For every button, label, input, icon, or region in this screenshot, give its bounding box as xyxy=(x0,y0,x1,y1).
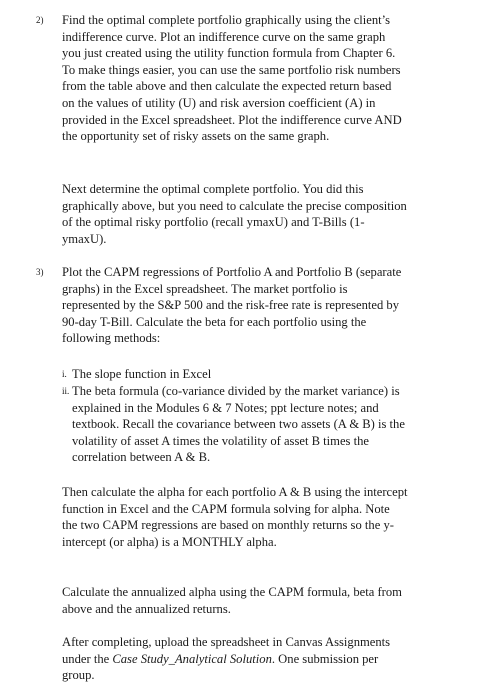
q2-text: Find the optimal complete portfolio graphically using the client’s indifference curve. Plot an indifference curve on the same graph you just created using the utility function formula from Chapter 6. To make things easier, you can use the same portfolio risk numbers from the table above and then calculate the expected return based on the values of utility (U) and risk aversion coefficient (A) in provided in the Excel spreadsheet. Plot the indifference curve AND the opportunity set of risky assets on the same graph. xyxy=(62,13,402,144)
q3-number: 3) xyxy=(36,267,44,277)
submission-text-end: . One submission per group. xyxy=(62,651,379,683)
submission-text: After completing, upload the spreadsheet in Canvas Assignments under the xyxy=(62,635,391,666)
method-1-number: i. xyxy=(62,369,67,379)
submission-paragraph xyxy=(62,634,408,684)
alpha-paragraph: Then calculate the alpha for each portfolio A & B using the intercept function in Excel and the CAPM formula solving for alpha. Note the two CAPM regressions are based on monthly returns so the y-intercept (or alpha) is a MONTHLY alpha. xyxy=(62,485,408,549)
method-2-number: ii. xyxy=(62,386,70,396)
method-1-text: The slope function in Excel xyxy=(72,367,212,381)
q2-followup: Next determine the optimal complete portfolio. You did this graphically above, but you need to calculate the precise composition of the optimal risky portfolio (recall ymaxU) and T-Bills (1-ymaxU). xyxy=(62,182,407,246)
q3-text: Plot the CAPM regressions of Portfolio A and Portfolio B (separate graphs) in the Excel spreadsheet. The market portfolio is represented by the S&P 500 and the risk-free rate is represented by 90-day T-Bill. Calculate the beta for each portfolio using the following methods: xyxy=(62,265,402,346)
annualized-alpha-paragraph: Calculate the annualized alpha using the CAPM formula, beta from above and the annualized returns. xyxy=(62,585,402,616)
method-2-text: The beta formula (co-variance divided by the market variance) is explained in the Modules 6 & 7 Notes; ppt lecture notes; and textbook. Recall the covariance between two assets (A & B) is the volatility of asset A times the volatility of asset B times the correlation between A & B. xyxy=(72,384,405,465)
q2-number: 2) xyxy=(36,15,44,25)
case-study-title: Case Study_Analytical Solution xyxy=(112,651,272,666)
